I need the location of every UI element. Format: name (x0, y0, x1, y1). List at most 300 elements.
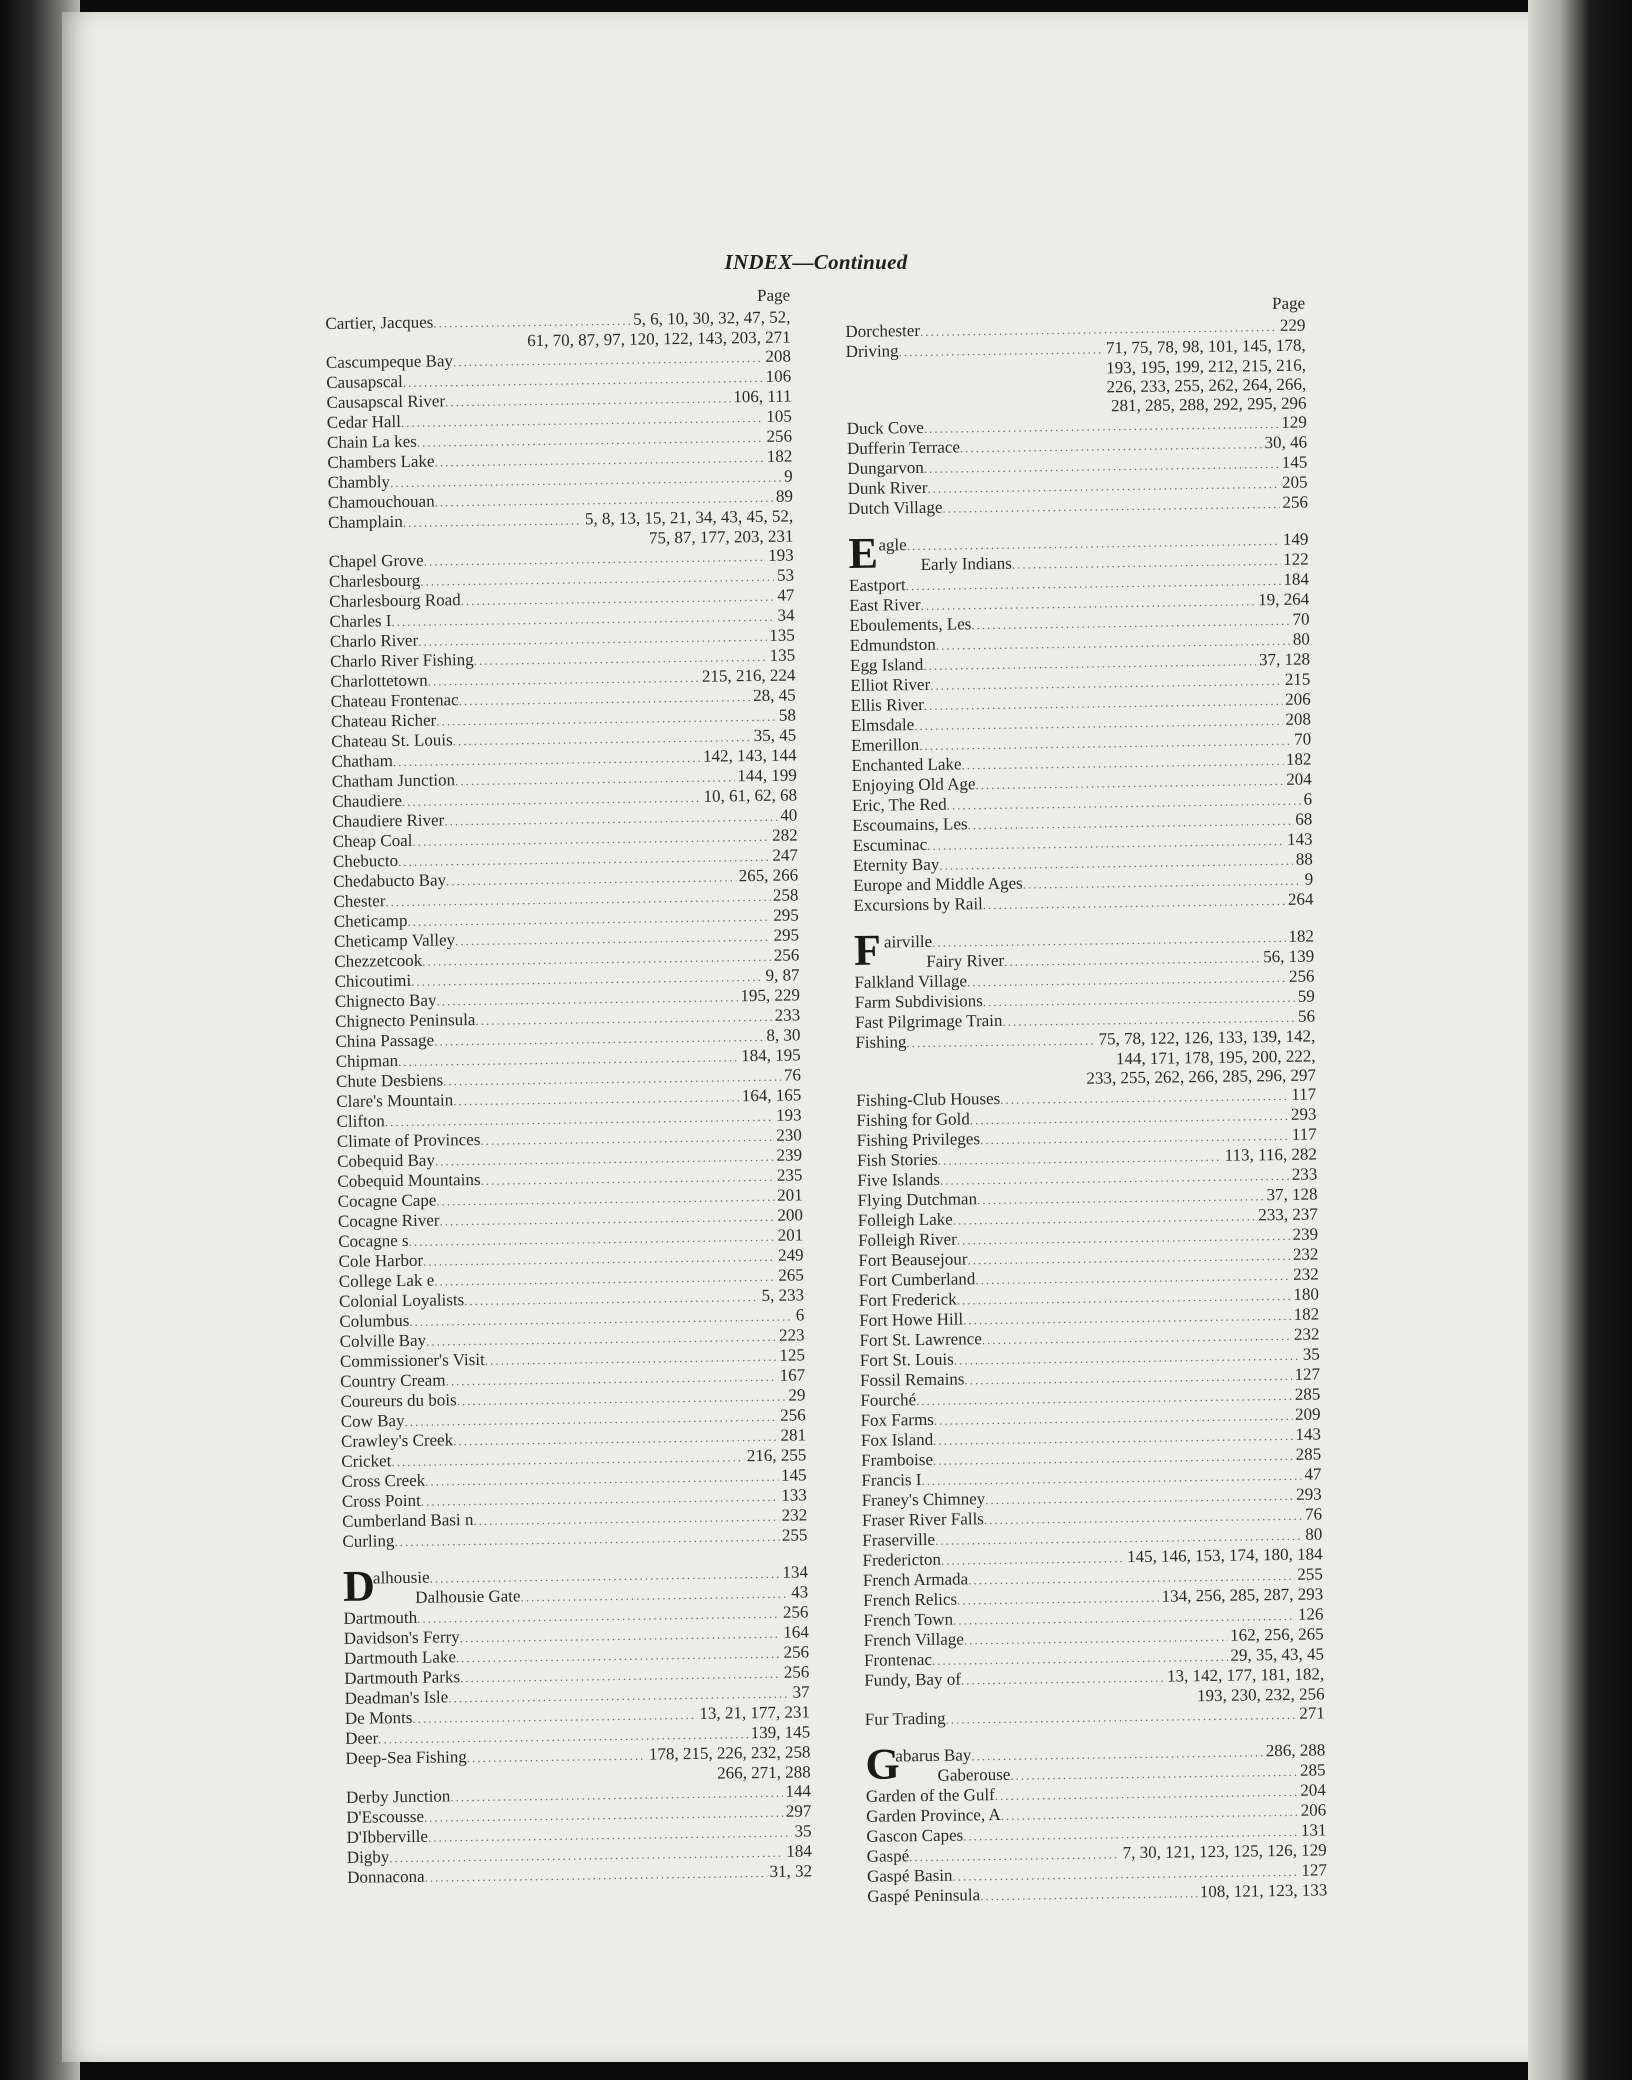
entry-term: Charlo River (329, 630, 419, 651)
entry-pages: 105 (766, 406, 792, 426)
entry-pages: 10, 61, 62, 68 (703, 785, 798, 806)
entry-pages: 89 (775, 486, 794, 506)
entry-term: Digby (346, 1847, 390, 1867)
entry-pages: 167 (779, 1365, 806, 1385)
entry-pages: 229 (1279, 315, 1306, 335)
entry-pages-continued: 61, 70, 87, 97, 120, 122, 143, 203, 271 (527, 327, 791, 351)
entry-term: Elmsdale (850, 715, 915, 735)
entry-term: Fort Frederick (858, 1289, 957, 1310)
page-column-header: Page (1271, 293, 1306, 314)
entry-pages: 258 (772, 885, 799, 905)
entry-term: Falkland Village (854, 971, 968, 992)
entry-pages: 126 (1297, 1604, 1324, 1624)
entry-term: French Town (863, 1609, 954, 1630)
entry-pages: 34 (777, 605, 795, 625)
entry-term: French Relics (863, 1589, 958, 1610)
entry-term: Clifton (336, 1111, 385, 1131)
index-column-left (325, 286, 812, 1888)
entry-pages: 208 (1285, 709, 1312, 729)
entry-pages: 204 (1286, 769, 1312, 789)
entry-pages: 47 (777, 585, 795, 605)
entry-pages: 135 (769, 645, 796, 665)
index-entry: airville ..... 182 (884, 927, 1314, 953)
entry-term: Fort Cumberland (858, 1269, 976, 1290)
entry-term: Fort St. Louis (859, 1349, 954, 1370)
entry-term: Cartier, Jacques (325, 312, 434, 333)
entry-term: Fishing-Club Houses (856, 1088, 1001, 1110)
entry-term: D'Ibberville (346, 1826, 429, 1847)
entry-pages: 143 (1295, 1424, 1322, 1444)
entry-term: Fredericton (862, 1549, 942, 1570)
entry-pages: 201 (777, 1225, 804, 1245)
entry-pages: 70 (1294, 729, 1312, 749)
entry-pages: 13, 21, 177, 231 (699, 1702, 811, 1723)
entry-pages: 29, 35, 43, 45 (1230, 1644, 1325, 1665)
entry-pages: 209 (1294, 1404, 1321, 1424)
entry-pages: 30, 46 (1264, 432, 1308, 453)
entry-term: Fundy, Bay of (864, 1669, 962, 1690)
entry-pages: 125 (779, 1345, 806, 1365)
index-entries-c (325, 308, 807, 1552)
entry-pages: 145 (780, 1465, 807, 1485)
entry-pages: 256 (1282, 492, 1308, 512)
entry-term: French Village (863, 1629, 965, 1650)
entry-pages: 184, 195 (741, 1045, 801, 1066)
entry-pages-continued: 75, 87, 177, 203, 231 (648, 526, 794, 548)
entry-pages: 6 (1303, 789, 1313, 809)
entry-term: Cobequid Bay (337, 1150, 436, 1171)
entry-pages: 265, 266 (738, 865, 799, 886)
entry-term: Five Islands (857, 1169, 941, 1190)
entry-pages: 295 (773, 905, 799, 925)
entry-term: Coureurs du bois (340, 1390, 457, 1411)
entry-pages: 139, 145 (750, 1722, 811, 1743)
entry-term: Cumberland Basi n (342, 1510, 474, 1531)
section-g (865, 1739, 1326, 1789)
entry-pages: 180 (1293, 1284, 1320, 1304)
entry-pages: 182 (1285, 749, 1312, 769)
entry-pages: 131 (1300, 1820, 1327, 1840)
index-entry: alhousie ..... 134 (373, 1562, 808, 1588)
entry-term: Chaudiere River (332, 810, 445, 831)
entry-pages: 35, 45 (753, 725, 797, 746)
entry-term: Gaspé Basin (866, 1865, 953, 1886)
entry-pages: 5, 6, 10, 30, 32, 47, 52, (633, 307, 791, 329)
entry-pages: 127 (1294, 1364, 1321, 1384)
entry-pages: 223 (778, 1325, 805, 1345)
entry-pages: 106 (765, 366, 792, 386)
entry-pages: 108, 121, 123, 133 (1199, 1880, 1328, 1902)
entry-term: Chedabucto Bay (333, 870, 447, 891)
section-e (848, 530, 1309, 576)
entry-pages: 6 (795, 1305, 805, 1325)
entry-pages: 7, 30, 121, 123, 125, 126, 129 (1122, 1840, 1327, 1863)
entry-pages: 142, 143, 144 (702, 745, 797, 766)
entry-pages: 164, 165 (741, 1085, 802, 1106)
entry-pages-continued: 193, 195, 199, 212, 215, 216, (1106, 355, 1307, 378)
entry-pages: 204 (1300, 1780, 1326, 1800)
entry-term: Eastport (848, 575, 906, 595)
entry-term: Framboise (861, 1449, 934, 1470)
entry-pages: 255 (1297, 1564, 1323, 1584)
entry-term: Chapel Grove (328, 550, 424, 571)
entry-term: Cedar Hall (326, 411, 402, 432)
index-column-right (845, 294, 1327, 1907)
page-title: INDEX—Continued (724, 250, 908, 274)
entry-term: Charlesbourg (328, 570, 421, 591)
entry-pages: 282 (771, 825, 798, 845)
entry-pages: 293 (1296, 1484, 1322, 1504)
entry-pages: 256 (782, 1602, 809, 1622)
entry-pages: 9 (1304, 869, 1314, 889)
entry-term: Fourché (860, 1390, 917, 1410)
entry-pages-continued: 233, 255, 262, 266, 285, 296, 297 (1086, 1065, 1316, 1088)
entry-pages: 37, 128 (1258, 649, 1311, 670)
entry-term: Champlain (328, 511, 403, 532)
entry-term: Garden Province, A (866, 1804, 1001, 1826)
entry-term: Cross Point (341, 1490, 421, 1511)
entry-term: Fishing for Gold (856, 1109, 970, 1130)
entry-term: Deer (345, 1728, 379, 1748)
entry-pages: 256 (783, 1662, 810, 1682)
section-d (342, 1561, 809, 1611)
entry-pages: 40 (780, 805, 798, 825)
entry-pages: 47 (1304, 1464, 1322, 1484)
entry-pages: 232 (781, 1505, 808, 1525)
entry-pages: 200 (777, 1205, 804, 1225)
entry-term: D'Escousse (346, 1806, 425, 1827)
entry-pages: 256 (773, 945, 800, 965)
entry-term: Chicoutimi (334, 970, 412, 991)
entry-term: Chester (333, 891, 386, 911)
entry-pages: 293 (1290, 1104, 1317, 1124)
entry-term: Fur Trading (864, 1708, 946, 1729)
entry-term: Chezzetcook (334, 950, 423, 971)
entry-term: Ellis River (850, 694, 924, 715)
entry-term: Chain La kes (326, 431, 417, 452)
entry-pages: 239 (776, 1145, 803, 1165)
entry-term: Crawley's Creek (340, 1430, 454, 1451)
entry-pages: 68 (1295, 809, 1313, 829)
entry-term: Fast Pilgrimage Train (854, 1010, 1003, 1032)
entry-term: Chaudiere (331, 790, 403, 811)
entry-term: China Passage (335, 1030, 435, 1051)
entry-term: Enchanted Lake (851, 754, 962, 775)
entry-term: Dartmouth (343, 1607, 418, 1628)
drop-cap-g: G (865, 1739, 901, 1789)
index-entry: Early Indians ..... 122 (879, 550, 1309, 576)
entry-term: Cheap Coal (332, 830, 413, 851)
entry-term: Cross Creek (341, 1470, 426, 1491)
entry-pages: 5, 8, 13, 15, 21, 34, 43, 45, 52, (584, 506, 794, 529)
entry-pages: 247 (772, 845, 799, 865)
entry-term: Cobequid Mountains (337, 1169, 481, 1191)
entry-pages: 133 (781, 1485, 807, 1505)
entry-term: Folleigh River (857, 1229, 957, 1250)
entry-term: Dunk River (847, 477, 928, 498)
entry-term: Chignecto Peninsula (335, 1009, 476, 1031)
entry-pages-continued: 193, 230, 232, 256 (1196, 1684, 1325, 1706)
entry-term: Chipman (335, 1051, 399, 1071)
entry-pages: 35 (794, 1821, 812, 1841)
entry-pages: 232 (1293, 1264, 1319, 1284)
entry-pages: 53 (776, 565, 795, 585)
entry-pages: 8, 30 (766, 1025, 801, 1045)
entry-pages-continued: 281, 285, 288, 292, 295, 296 (1110, 393, 1307, 416)
entry-pages: 145 (1281, 452, 1308, 472)
entry-pages-continued: 226, 233, 255, 262, 264, 266, (1106, 374, 1307, 397)
entry-term: Francis I (861, 1470, 922, 1490)
entry-term: Causapscal River (326, 391, 446, 412)
index-entries-g (866, 1780, 1328, 1906)
entry-pages: 230 (776, 1125, 802, 1145)
entry-pages: 208 (765, 346, 792, 366)
entry-pages: 13, 142, 177, 181, 182, (1166, 1664, 1325, 1686)
entry-term: Charlesbourg Road (329, 590, 461, 611)
entry-term: Flying Dutchman (857, 1189, 978, 1210)
entry-pages: 88 (1295, 849, 1313, 869)
entry-term: De Monts (344, 1707, 413, 1728)
entry-term: Charlottetown (330, 670, 428, 691)
entry-pages: 144 (785, 1781, 812, 1801)
entry-term: Deep-Sea Fishing (345, 1747, 467, 1768)
entry-term: Eric, The Red (851, 794, 947, 815)
page-shadow (1528, 0, 1632, 2080)
entry-term: Deadman's Isle (344, 1687, 449, 1708)
entry-pages: 106, 111 (733, 386, 792, 407)
entry-term: Fort Beausejour (858, 1249, 968, 1270)
entry-pages: 37, 128 (1266, 1184, 1318, 1205)
entry-term: Country Cream (340, 1370, 446, 1391)
entry-term: Chateau St. Louis (331, 730, 453, 751)
entry-pages-continued: 144, 171, 178, 195, 200, 222, (1115, 1046, 1316, 1069)
entry-term: Gaspé (866, 1846, 910, 1866)
entry-term: Dartmouth Parks (344, 1667, 461, 1688)
entry-term: Fishing Privileges (856, 1129, 981, 1150)
entry-pages: 297 (785, 1801, 812, 1821)
entry-pages: 144, 199 (737, 765, 797, 786)
entry-term: Dungarvon (847, 457, 924, 478)
entry-pages: 295 (773, 925, 800, 945)
entry-term: Fishing (855, 1032, 907, 1052)
entry-pages: 58 (778, 705, 797, 725)
entry-pages: 37 (792, 1682, 810, 1702)
entry-pages: 184 (1283, 569, 1310, 589)
entry-pages: 134, 256, 285, 287, 293 (1161, 1584, 1324, 1606)
entry-term: Chatham (331, 751, 394, 771)
entry-term: Cheticamp Valley (333, 930, 456, 951)
entry-pages: 164 (783, 1622, 809, 1642)
entry-pages: 182 (1293, 1304, 1320, 1324)
index-entry: Fairy River ..... 56, 139 (884, 947, 1314, 973)
drop-cap-d: D (342, 1561, 376, 1611)
entry-term: Chatham Junction (331, 770, 456, 791)
entry-pages: 31, 32 (769, 1861, 813, 1881)
entry-term: Charlo River Fishing (330, 649, 474, 671)
entry-pages: 71, 75, 78, 98, 101, 145, 178, (1105, 335, 1306, 358)
entry-term: Chambers Lake (327, 451, 435, 472)
index-entry: Dalhousie Gate ..... 43 (373, 1582, 808, 1608)
index-entries-e (849, 570, 1314, 916)
entry-pages: 216, 255 (746, 1445, 807, 1466)
entry-term: Fort Howe Hill (859, 1309, 964, 1330)
entry-term: Causapscal (326, 371, 403, 392)
entry-term: Farm Subdivisions (854, 991, 983, 1012)
entry-pages: 206 (1300, 1800, 1327, 1820)
entry-pages: 285 (1295, 1444, 1322, 1464)
entry-term: Colville Bay (339, 1330, 427, 1351)
entry-term: Dartmouth Lake (343, 1647, 457, 1668)
entry-term: Dutch Village (847, 497, 943, 518)
entry-term: Fraserville (862, 1529, 936, 1550)
entry-pages: 76 (783, 1065, 802, 1085)
entry-pages: 264 (1287, 889, 1314, 909)
entry-term: Chebucto (332, 851, 399, 871)
entry-term: Frontenac (863, 1649, 933, 1670)
section-f (854, 927, 1315, 973)
drop-cap-e: E (848, 528, 879, 578)
entry-term: Derby Junction (345, 1786, 451, 1807)
entry-term: Cheticamp (333, 910, 408, 931)
entry-term: Enjoying Old Age (851, 774, 976, 795)
entry-pages: 249 (777, 1245, 804, 1265)
entry-pages: 215 (1284, 669, 1311, 689)
entry-pages: 5, 233 (761, 1285, 805, 1306)
entry-pages: 9, 87 (765, 965, 800, 985)
entry-term: Chateau Frontenac (330, 690, 459, 711)
entry-pages: 75, 78, 122, 126, 133, 139, 142, (1098, 1026, 1316, 1049)
entry-term: Cole Harbor (338, 1250, 424, 1271)
entry-pages: 117 (1291, 1084, 1317, 1104)
entry-pages: 117 (1291, 1124, 1317, 1144)
entry-term: Escoumains, Les (852, 814, 968, 835)
entry-term: Chignecto Bay (334, 990, 437, 1011)
entry-term: Franey's Chimney (861, 1489, 986, 1510)
index-entries-d (343, 1602, 812, 1887)
entry-pages: 9 (783, 466, 793, 486)
index-entries-f (854, 967, 1325, 1730)
index-entry: agle ..... 149 (878, 530, 1308, 556)
entry-term: Cow Bay (340, 1411, 405, 1431)
entry-pages: 205 (1281, 472, 1308, 492)
entry-pages: 233 (774, 1005, 801, 1025)
entry-term: Cocagne s (338, 1230, 409, 1251)
entry-term: Fox Island (860, 1429, 934, 1450)
entry-term: Clare's Mountain (336, 1090, 454, 1111)
index-entries-d-continued (845, 316, 1308, 519)
entry-term: Folleigh Lake (857, 1209, 953, 1230)
entry-term: East River (849, 594, 921, 615)
entry-pages: 271 (1299, 1703, 1325, 1723)
page-column-header: Page (756, 285, 791, 305)
entry-term: Elliot River (850, 674, 931, 695)
entry-pages: 28, 45 (753, 685, 796, 706)
entry-term: Edmundston (849, 634, 936, 655)
entry-pages: 19, 264 (1258, 589, 1310, 610)
entry-term: Colonial Loyalists (338, 1290, 465, 1311)
entry-pages: 35 (1302, 1344, 1320, 1364)
entry-pages: 233, 237 (1258, 1204, 1318, 1225)
entry-term: Chambly (327, 472, 391, 492)
entry-pages: 80 (1305, 1524, 1323, 1544)
entry-term: Excursions by Rail (853, 894, 983, 915)
entry-pages: 80 (1292, 629, 1310, 649)
entry-pages: 232 (1293, 1324, 1320, 1344)
entry-term: Fish Stories (856, 1149, 938, 1170)
entry-term: Fossil Remains (859, 1369, 965, 1390)
entry-pages-continued: 266, 271, 288 (717, 1762, 811, 1783)
entry-term: Climate of Provinces (336, 1129, 481, 1151)
entry-pages: 29 (788, 1385, 806, 1405)
entry-pages: 135 (769, 625, 795, 645)
entry-term: French Armada (862, 1569, 969, 1590)
entry-pages: 76 (1304, 1504, 1323, 1524)
entry-term: Dufferin Terrace (846, 437, 961, 458)
entry-term: Europe and Middle Ages (853, 873, 1023, 895)
entry-term: Fox Farms (860, 1409, 934, 1430)
entry-pages: 193 (775, 1105, 802, 1125)
entry-pages: 256 (766, 426, 793, 446)
entry-pages: 206 (1284, 689, 1311, 709)
entry-pages: 193 (768, 545, 794, 565)
entry-term: Donnacona (347, 1866, 425, 1887)
entry-term: Egg Island (849, 654, 924, 675)
entry-term: Eboulements, Les (849, 614, 972, 635)
entry-pages: 182 (766, 446, 793, 466)
entry-term: Fort St. Lawrence (859, 1329, 982, 1350)
entry-term: Davidson's Ferry (343, 1627, 460, 1648)
entry-pages: 145, 146, 153, 174, 180, 184 (1126, 1544, 1323, 1567)
entry-pages: 178, 215, 226, 232, 258 (648, 1742, 811, 1764)
entry-term: Cricket (341, 1451, 392, 1471)
entry-term: Charles I (329, 611, 392, 631)
entry-term: Columbus (339, 1310, 410, 1331)
index-entry: abarus Bay ..... 286, 288 (895, 1740, 1325, 1766)
entry-pages: 59 (1297, 986, 1315, 1006)
entry-term: Duck Cove (846, 417, 924, 438)
entry-pages: 285 (1294, 1384, 1321, 1404)
entry-pages: 235 (776, 1165, 803, 1185)
entry-term: College Lak e (338, 1270, 435, 1291)
entry-pages: 127 (1301, 1860, 1328, 1880)
entry-term: Garden of the Gulf (865, 1785, 995, 1806)
entry-pages: 281 (780, 1425, 807, 1445)
entry-pages: 255 (781, 1525, 808, 1545)
entry-term: Escuminac (852, 834, 928, 855)
entry-term: Chateau Richer (330, 710, 437, 731)
entry-term: Gaspé Peninsula (867, 1885, 981, 1906)
entry-pages: 265 (778, 1265, 804, 1285)
entry-term: Driving (845, 341, 899, 361)
entry-pages: 143 (1286, 829, 1313, 849)
entry-pages: 256 (1288, 966, 1315, 986)
index-entry: Gaberouse ..... 285 (895, 1760, 1325, 1786)
entry-term: Eternity Bay (852, 854, 940, 875)
entry-term: Commissioner's Visit (339, 1349, 485, 1371)
entry-pages: 215, 216, 224 (701, 665, 796, 686)
entry-pages: 256 (783, 1642, 810, 1662)
entry-term: Cocagne River (337, 1210, 440, 1231)
entry-term: Fraser River Falls (861, 1509, 984, 1530)
drop-cap-f: F (853, 925, 882, 975)
entry-pages: 201 (777, 1185, 803, 1205)
entry-pages: 70 (1292, 609, 1310, 629)
entry-term: Dorchester (845, 320, 921, 341)
entry-pages: 233 (1291, 1164, 1318, 1184)
entry-pages: 195, 229 (740, 985, 800, 1006)
entry-pages: 162, 256, 265 (1230, 1624, 1324, 1645)
entry-term: Chamouchouan (327, 491, 435, 512)
